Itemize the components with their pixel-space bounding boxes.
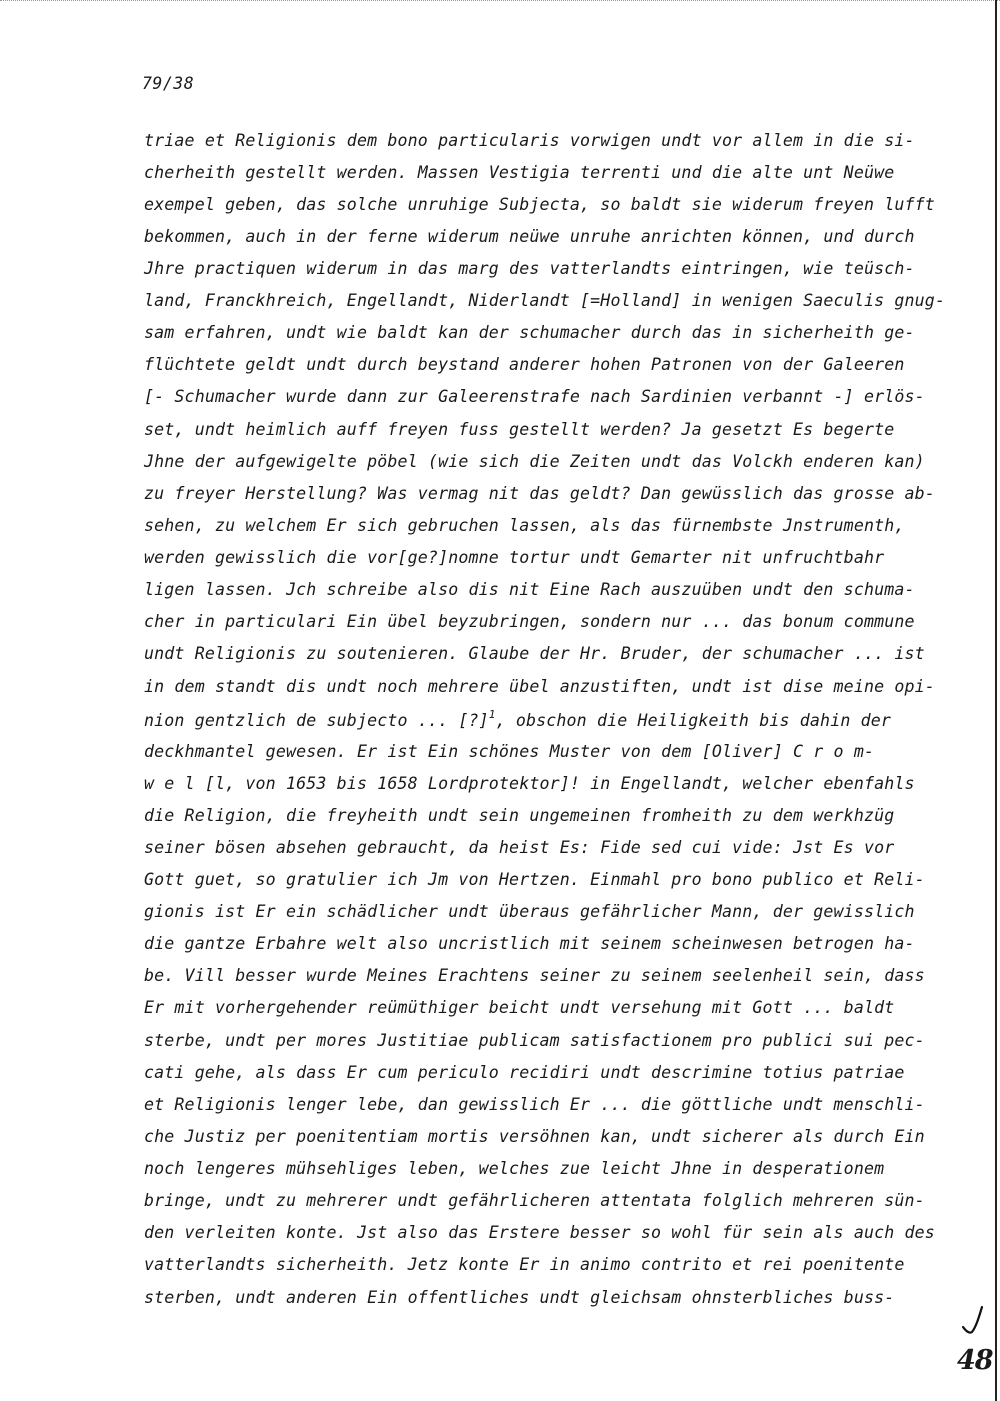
footnote-marker: 1 xyxy=(488,708,496,721)
text-line: undt Religionis zu soutenieren. Glaube der Hr. Bruder, der schumacher ... ist xyxy=(144,644,925,663)
text-line: gionis ist Er ein schädlicher undt überaus gefährlicher Mann, der gewisslich xyxy=(144,902,915,921)
page-reference: 79/38 xyxy=(142,74,195,93)
text-line: flüchtete geldt undt durch beystand anderer hohen Patronen von der Galeeren xyxy=(144,355,905,374)
text-line: [- Schumacher wurde dann zur Galeerenstrafe nach Sardinien verbannt -] erlös- xyxy=(144,387,925,406)
text-line: sehen, zu welchem Er sich gebruchen lassen, als das fürnembste Jnstrumenth, xyxy=(144,516,905,535)
text-line: deckhmantel gewesen. Er ist Ein schönes Muster von dem [Oliver] C r o m- xyxy=(144,742,875,761)
text-line: be. Vill besser wurde Meines Erachtens seiner zu seinem seelenheil sein, dass xyxy=(144,966,925,985)
text-line: sam erfahren, undt wie baldt kan der schumacher durch das in sicherheith ge- xyxy=(144,323,915,342)
text-line: in dem standt dis undt noch mehrere übel anzustiften, undt ist dise meine opi- xyxy=(144,677,935,696)
text-line-head: nion gentzlich de subjecto ... [?] xyxy=(144,711,489,730)
text-line: set, undt heimlich auff freyen fuss gestellt werden? Ja gesetzt Es begerte xyxy=(144,420,895,439)
text-line: bringe, undt zu mehrerer undt gefährlicheren attentata folglich mehreren sün- xyxy=(144,1191,925,1210)
text-line-tail: , obschon die Heiligkeith bis dahin der xyxy=(495,711,892,730)
text-line: et Religionis lenger lebe, dan gewisslich Er ... die göttliche undt menschli- xyxy=(144,1095,925,1114)
text-line: werden gewisslich die vor[ge?]nomne tortur undt Gemarter nit unfruchtbahr xyxy=(144,548,885,567)
text-line: cherheith gestellt werden. Massen Vestigia terrenti und die alte unt Neüwe xyxy=(144,163,895,182)
text-line: sterben, undt anderen Ein offentliches undt gleichsam ohnsterbliches buss- xyxy=(144,1288,895,1307)
text-line: ligen lassen. Jch schreibe also dis nit Eine Rach auszuüben undt den schuma- xyxy=(144,580,915,599)
text-line: den verleiten konte. Jst also das Erstere besser so wohl für sein als auch des xyxy=(144,1223,935,1242)
text-line: land, Franckhreich, Engellandt, Niderlandt [=Holland] in wenigen Saeculis gnug- xyxy=(144,291,946,310)
text-line: vatterlandts sicherheith. Jetz konte Er in animo contrito et rei poenitente xyxy=(144,1255,905,1274)
check-mark-icon xyxy=(960,1305,984,1335)
text-line: cher in particulari Ein übel beyzubringen, sondern nur ... das bonum commune xyxy=(144,612,915,631)
text-line: die Religion, die freyheith undt sein ungemeinen fromheith zu dem werkhzüg xyxy=(144,806,895,825)
text-line: w e l [l, von 1653 bis 1658 Lordprotektor]! in Engellandt, welcher ebenfahls xyxy=(144,774,915,793)
text-line: Er mit vorhergehender reümüthiger beicht undt versehung mit Gott ... baldt xyxy=(144,998,895,1017)
text-line: exempel geben, das solche unruhige Subjecta, so baldt sie widerum freyen lufft xyxy=(144,195,935,214)
text-line: sterbe, undt per mores Justitiae publicam satisfactionem pro publici sui pec- xyxy=(144,1031,925,1050)
page-number: 48 xyxy=(957,1345,993,1376)
text-line: Jhre practiquen widerum in das marg des vatterlandts eintringen, wie teüsch- xyxy=(144,259,915,278)
text-line: che Justiz per poenitentiam mortis versöhnen kan, undt sicherer als durch Ein xyxy=(144,1127,925,1146)
right-border xyxy=(995,0,997,1401)
text-line: zu freyer Herstellung? Was vermag nit das geldt? Dan gewüsslich das grosse ab- xyxy=(144,484,935,503)
text-line: Jhne der aufgewigelte pöbel (wie sich die Zeiten undt das Volckh enderen kan) xyxy=(144,452,925,471)
text-line: triae et Religionis dem bono particularis vorwigen undt vor allem in die si- xyxy=(144,131,915,150)
text-line-footnote xyxy=(144,705,891,737)
text-line: cati gehe, als dass Er cum periculo recidiri undt descrimine totius patriae xyxy=(144,1063,905,1082)
text-line: bekommen, auch in der ferne widerum neüwe unruhe anrichten können, und durch xyxy=(144,227,915,246)
text-line: seiner bösen absehen gebraucht, da heist Es: Fide sed cui vide: Jst Es vor xyxy=(144,838,895,857)
top-border xyxy=(0,0,1000,1)
text-line: Gott guet, so gratulier ich Jm von Hertzen. Einmahl pro bono publico et Reli- xyxy=(144,870,925,889)
text-line: noch lengeres mühsehliges leben, welches zue leicht Jhne in desperationem xyxy=(144,1159,885,1178)
text-line: die gantze Erbahre welt also uncristlich mit seinem scheinwesen betrogen ha- xyxy=(144,934,915,953)
